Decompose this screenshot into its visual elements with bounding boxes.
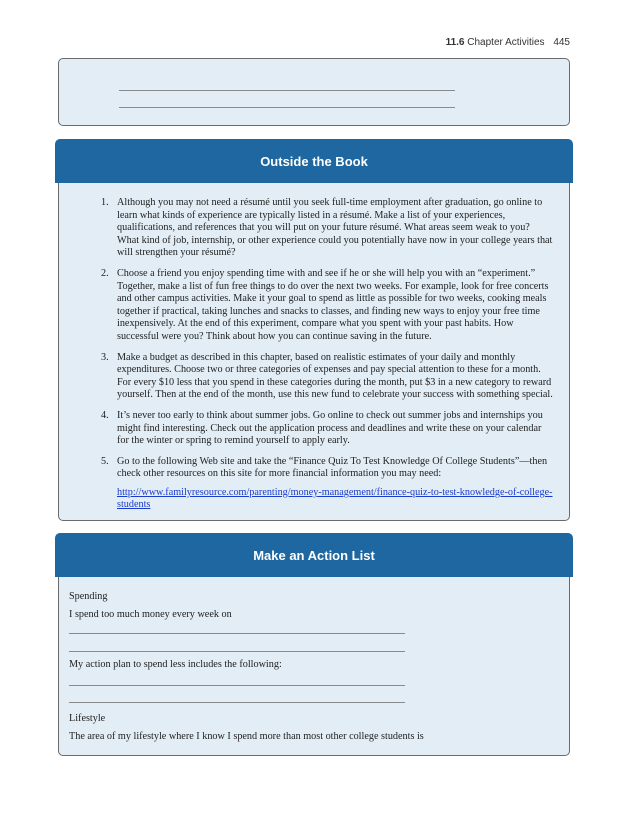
item-number: 5. bbox=[101, 455, 109, 467]
list-item bbox=[101, 351, 553, 402]
running-head bbox=[446, 37, 570, 48]
lifestyle-prompt: The area of my lifestyle where I know I spend more than most other college students is bbox=[69, 731, 424, 742]
item-text: Make a budget as described in this chapter, based on realistic estimates of your daily and monthly expenditures. Choose two or three categories of expenses and pay special attention to these for a month. For every $10 less that you spend in these categories during the month, put $3 in a new category to reward yourself. Then at the end of the month, use this new fund to celebrate your success with something special. bbox=[117, 351, 553, 401]
item-text: Choose a friend you enjoy spending time with and see if he or she will help you with an “experiment.” Together, make a list of fun free things to do over the next two weeks. For example, look for free concerts and other campus activities. Make it your goal to spend as little as possible for two weeks, cooking meals together if practical, taking lunches and snacks to classes, and finding new ways to enjoy your free time inexpensively. At the end of this experiment, compare what you spent with your past habits. How successful were you? Think about how you can continue saving in the future. bbox=[117, 267, 549, 342]
panel-title: Outside the Book bbox=[55, 139, 573, 183]
item-number: 4. bbox=[101, 409, 109, 421]
writing-line[interactable] bbox=[119, 107, 455, 108]
item-number: 2. bbox=[101, 267, 109, 279]
writing-line[interactable] bbox=[69, 651, 405, 652]
item-text: Although you may not need a résumé until you seek full-time employment after graduation, go online to learn what kinds of experience are typically listed in a résumé. Make a list of your experiences, qualifications, and references that you will put on your future résumé. What areas seem weak to you? What kind of job, internship, or other experience could you potentially have now in your college years that will strengthen your résumé? bbox=[117, 197, 553, 259]
spending-heading: Spending bbox=[69, 591, 108, 602]
writing-line[interactable] bbox=[69, 633, 405, 634]
outside-the-book-panel bbox=[58, 146, 570, 521]
writing-line[interactable] bbox=[69, 685, 405, 686]
spending-prompt: I spend too much money every week on bbox=[69, 609, 232, 620]
writing-box-continued bbox=[58, 58, 570, 126]
writing-line[interactable] bbox=[69, 702, 405, 703]
list-item bbox=[101, 267, 553, 344]
list-item bbox=[101, 197, 553, 260]
section-number: 11.6 bbox=[445, 37, 465, 48]
lifestyle-heading: Lifestyle bbox=[69, 713, 106, 724]
action-list-panel bbox=[58, 540, 570, 756]
list-item bbox=[101, 455, 553, 512]
activity-list bbox=[101, 197, 553, 520]
item-text: It’s never too early to think about summer jobs. Go online to check out summer jobs and internships you might find interesting. Check out the application process and deadlines and write these on your calendar for the winter or spring to remind yourself to apply early. bbox=[117, 409, 543, 447]
item-number: 1. bbox=[101, 197, 109, 208]
section-title: Chapter Activities bbox=[467, 37, 545, 48]
list-item bbox=[101, 409, 553, 448]
item-number: 3. bbox=[101, 351, 109, 363]
plan-prompt: My action plan to spend less includes the following: bbox=[69, 659, 282, 670]
writing-line[interactable] bbox=[119, 90, 455, 91]
finance-quiz-link[interactable]: http://www.familyresource.com/parenting/money-management/finance-quiz-to-test-knowledge-of-college-students bbox=[117, 486, 553, 511]
panel-title: Make an Action List bbox=[55, 533, 573, 577]
page-number: 445 bbox=[553, 37, 570, 48]
item-text: Go to the following Web site and take the “Finance Quiz To Test Knowledge Of College Students”—then check other resources on this site for more financial information you may need: bbox=[117, 455, 548, 480]
